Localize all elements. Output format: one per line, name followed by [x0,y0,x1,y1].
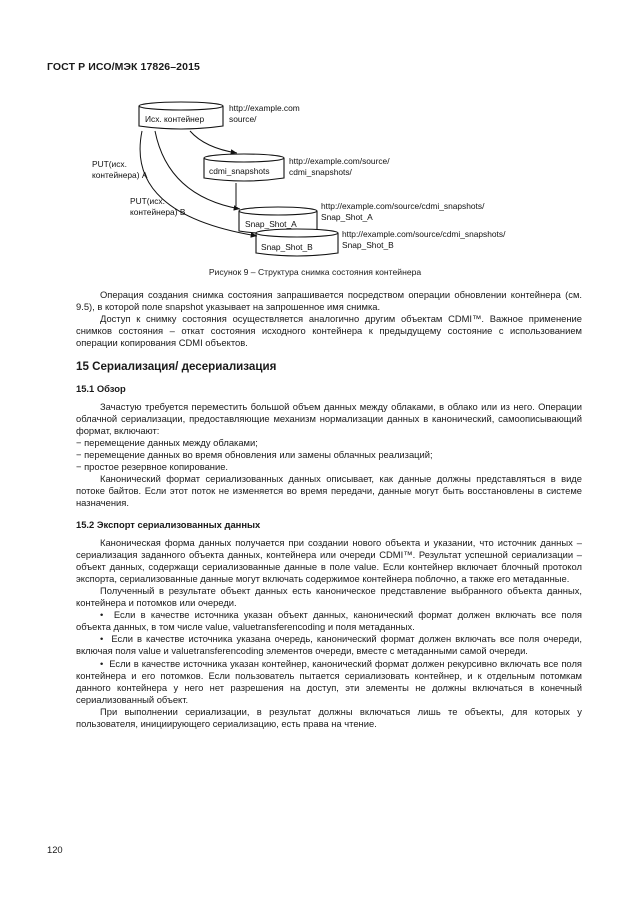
paragraph: Зачастую требуется переместить большой объем данных между облаками, в облако или из него. Операции облачной сериализации, предоставляющие механизм нормализации данных в канонический, самоописывающий формат, включают: [76,400,582,436]
subsection-title: 15.2 Экспорт сериализованных данных [76,518,261,530]
source-url-line2: source/ [229,114,257,124]
source-container-node [139,102,223,129]
figure-caption: Рисунок 9 – Структура снимка состояния контейнера [208,267,422,277]
put-b-line1: PUT(исх. [130,196,165,206]
snapshot-a-label: Snap_Shot_A [245,219,297,229]
bullet-paragraph: • Если в качестве источника указан объект данных, канонический формат должен включать все поля объекта данных, в том числе value, valuetransferencoding и поля метаданных. [76,609,582,633]
source-url-line1: http://example.com [229,103,300,113]
subsection-title: 15.1 Обзор [76,382,126,394]
paragraph: Полученный в результате объект данных есть каноническое представление выбранного объекта данных, контейнера и потомков или очереди. [76,584,582,609]
bullet-paragraph: • Если в качестве источника указана очередь, канонический формат должен включать все поля очереди, включая поля value и valuetransferencoding элементов очереди, вместе с метаданными самой очереди. [76,633,582,657]
arrow-source-to-snapshots [190,131,237,153]
paragraph: Доступ к снимку состояния осуществляется аналогично другим объектам CDMI™. Важное применение снимков состояния – откат состояния исходного контейнера к предыдущему состояние с использованием операции копирования CDMI объектов. [76,313,582,349]
put-a-line2: контейнера) A [92,170,148,180]
snapshot-a-url-line2: Snap_Shot_A [321,212,373,222]
snapshot-b-node [256,229,338,256]
snapshots-container-label: cdmi_snapshots [209,166,270,176]
source-container-label: Исх. контейнер [145,114,205,124]
bullet-paragraph: • Если в качестве источника указан контейнер, канонический формат должен рекурсивно включать все поля контейнера и его потомков. Если пользователь пытается сериализовать контейнер, и к отдельным потомкам данного контейнера у него нет разрешения на доступ, эти элементы не должны включаться в конечный сериализованный объект. [76,658,582,706]
dash-list [76,437,582,473]
paragraph: Канонический формат сериализованных данных описывает, как данные должны представляться в виде потоке байтов. Если этот поток не изменяется во время передачи, данные могут быть восстановлены в системе назначения. [76,473,582,509]
section-title: 15 Сериализация/ десериализация [76,360,277,374]
snapshot-structure-diagram [0,0,630,280]
main-content [76,289,582,730]
snapshots-url-line1: http://example.com/source/ [289,156,390,166]
snapshot-b-url-line2: Snap_Shot_B [342,240,394,250]
snapshot-b-label: Snap_Shot_B [261,242,313,252]
snapshot-b-url-line1: http://example.com/source/cdmi_snapshots/ [342,229,506,239]
paragraph: Операция создания снимка состояния запрашивается посредством операции обновлении контейнера (см. 9.5), в которой поле snapshot указывает на запрошенное имя снимка. [76,289,582,313]
page-number: 120 [47,844,63,855]
list-item: − перемещение данных во время обновления или замены облачных реализаций; [76,449,582,461]
paragraph: При выполнении сериализации, в результат должны включаться лишь те объекты, для которых у пользователя, инициирующего сериализацию, есть права на чтение. [76,705,582,729]
list-item: − перемещение данных между облаками; [76,437,582,449]
snapshot-a-url-line1: http://example.com/source/cdmi_snapshots/ [321,201,485,211]
list-item: − простое резервное копирование. [76,461,582,473]
put-b-line2: контейнера) B [130,207,186,217]
snapshots-container-node [204,154,284,181]
page-header: ГОСТ Р ИСО/МЭК 17826–2015 [47,61,200,73]
paragraph: Каноническая форма данных получается при создании нового объекта и указании, что источник данных – сериализация заданного объекта данных, контейнера или очереди CDMI™. Результат успешной сериализации – объект данных, содержащи сериализованные данные в поле value. Если контейнер включает блочный протокол экспорта, сериализованные данные могут включать содержимое контейнера поблочно, а также его метаданные. [76,536,582,584]
snapshots-url-line2: cdmi_snapshots/ [289,167,352,177]
put-a-line1: PUT(исх. [92,159,127,169]
